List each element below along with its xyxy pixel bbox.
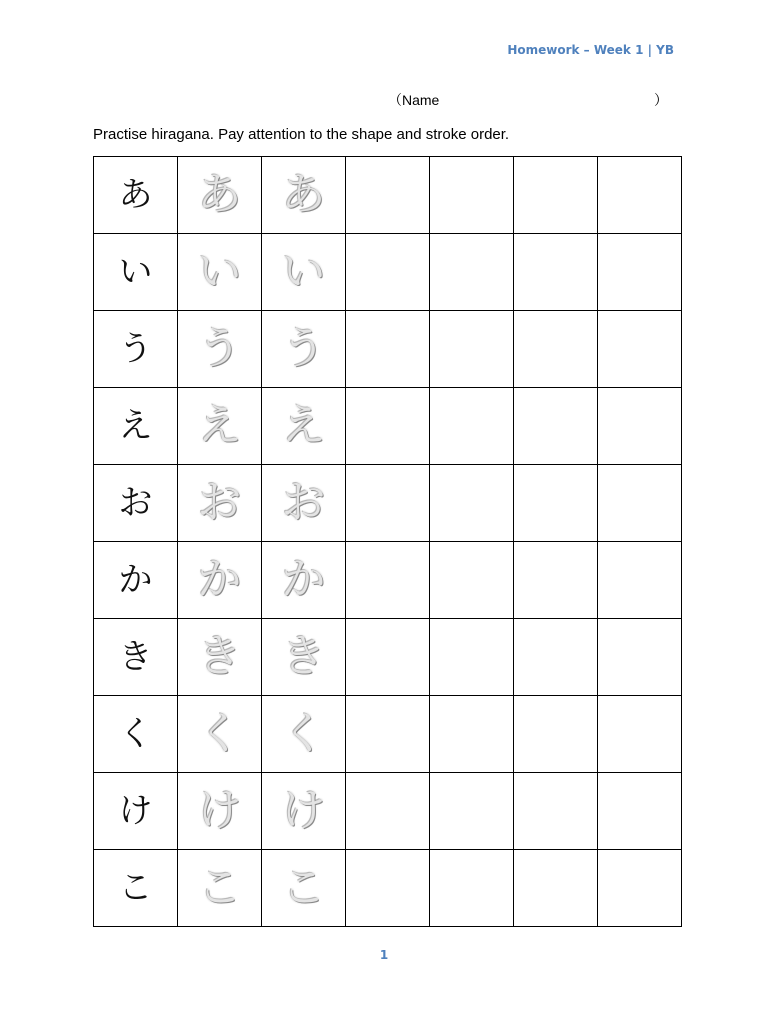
blank-practice-cell[interactable] [346,619,430,696]
trace-cell[interactable] [178,311,262,388]
blank-practice-cell[interactable] [598,234,682,311]
blank-practice-cell[interactable] [514,619,598,696]
blank-practice-cell[interactable] [514,542,598,619]
trace-cell[interactable] [178,157,262,234]
blank-practice-cell[interactable] [346,773,430,850]
trace-cell[interactable] [262,696,346,773]
model-kana: あ [118,175,153,215]
trace-cell[interactable] [178,465,262,542]
blank-practice-cell[interactable] [598,542,682,619]
blank-practice-cell[interactable] [430,850,514,927]
model-cell [94,157,178,234]
blank-practice-cell[interactable] [346,157,430,234]
blank-practice-cell[interactable] [346,696,430,773]
blank-practice-cell[interactable] [430,311,514,388]
trace-cell[interactable] [262,619,346,696]
model-cell [94,388,178,465]
trace-kana: う [197,323,242,374]
blank-practice-cell[interactable] [514,234,598,311]
model-kana: け [118,791,153,831]
trace-cell[interactable] [262,542,346,619]
trace-cell[interactable] [178,234,262,311]
trace-cell[interactable] [262,157,346,234]
trace-cell[interactable] [262,388,346,465]
blank-practice-cell[interactable] [430,388,514,465]
trace-kana: き [197,631,242,682]
name-label: （Name [388,92,440,108]
blank-practice-cell[interactable] [430,465,514,542]
model-kana: く [118,714,153,754]
trace-kana: え [197,400,242,451]
model-kana: き [118,637,153,677]
trace-kana: け [281,785,326,836]
model-cell [94,773,178,850]
model-cell [94,619,178,696]
trace-kana: こ [281,862,326,913]
name-close-paren: ） [654,92,668,108]
trace-kana: き [281,631,326,682]
blank-practice-cell[interactable] [430,234,514,311]
blank-practice-cell[interactable] [514,465,598,542]
practice-row [94,619,682,696]
model-cell [94,234,178,311]
practice-row [94,850,682,927]
practice-row [94,234,682,311]
blank-practice-cell[interactable] [346,542,430,619]
trace-kana: け [197,785,242,836]
trace-cell[interactable] [178,696,262,773]
blank-practice-cell[interactable] [514,157,598,234]
blank-practice-cell[interactable] [514,311,598,388]
trace-cell[interactable] [262,465,346,542]
trace-cell[interactable] [262,773,346,850]
trace-cell[interactable] [178,388,262,465]
blank-practice-cell[interactable] [430,773,514,850]
model-cell [94,696,178,773]
trace-cell[interactable] [262,311,346,388]
blank-practice-cell[interactable] [430,696,514,773]
blank-practice-cell[interactable] [598,388,682,465]
trace-cell[interactable] [178,850,262,927]
page-number: 1 [379,948,389,962]
model-cell [94,465,178,542]
practice-row [94,696,682,773]
trace-cell[interactable] [178,773,262,850]
model-cell [94,311,178,388]
blank-practice-cell[interactable] [346,465,430,542]
blank-practice-cell[interactable] [514,696,598,773]
blank-practice-cell[interactable] [346,234,430,311]
model-kana: え [118,406,153,446]
blank-practice-cell[interactable] [598,465,682,542]
blank-practice-cell[interactable] [598,850,682,927]
trace-cell[interactable] [178,619,262,696]
header-text: Homework – Week 1 | YB [507,43,674,57]
blank-practice-cell[interactable] [346,850,430,927]
blank-practice-cell[interactable] [346,311,430,388]
blank-practice-cell[interactable] [598,311,682,388]
trace-kana: お [197,477,242,528]
trace-cell[interactable] [178,542,262,619]
trace-kana: い [281,246,326,297]
blank-practice-cell[interactable] [430,157,514,234]
blank-practice-cell[interactable] [598,773,682,850]
blank-practice-cell[interactable] [598,696,682,773]
practice-row [94,465,682,542]
model-cell [94,850,178,927]
practice-row [94,311,682,388]
blank-practice-cell[interactable] [430,542,514,619]
blank-practice-cell[interactable] [430,619,514,696]
blank-practice-cell[interactable] [346,388,430,465]
instructions: Practise hiragana. Pay attention to the shape and stroke order. [93,126,510,143]
trace-kana: く [197,708,242,759]
model-kana: お [118,483,153,523]
trace-kana: あ [281,169,326,220]
practice-row [94,542,682,619]
practice-row [94,157,682,234]
trace-kana: か [197,554,242,605]
practice-row [94,388,682,465]
blank-practice-cell[interactable] [598,619,682,696]
practice-row [94,773,682,850]
model-kana: い [118,252,153,292]
blank-practice-cell[interactable] [514,773,598,850]
model-kana: か [118,560,153,600]
trace-kana: か [281,554,326,605]
model-kana: こ [118,868,153,908]
trace-kana: え [281,400,326,451]
trace-kana: く [281,708,326,759]
blank-practice-cell[interactable] [598,157,682,234]
practice-grid [93,156,682,927]
trace-kana: う [281,323,326,374]
blank-practice-cell[interactable] [514,388,598,465]
trace-kana: あ [197,169,242,220]
model-kana: う [118,329,153,369]
trace-kana: お [281,477,326,528]
model-cell [94,542,178,619]
trace-cell[interactable] [262,234,346,311]
trace-cell[interactable] [262,850,346,927]
trace-kana: い [197,246,242,297]
blank-practice-cell[interactable] [514,850,598,927]
trace-kana: こ [197,862,242,913]
